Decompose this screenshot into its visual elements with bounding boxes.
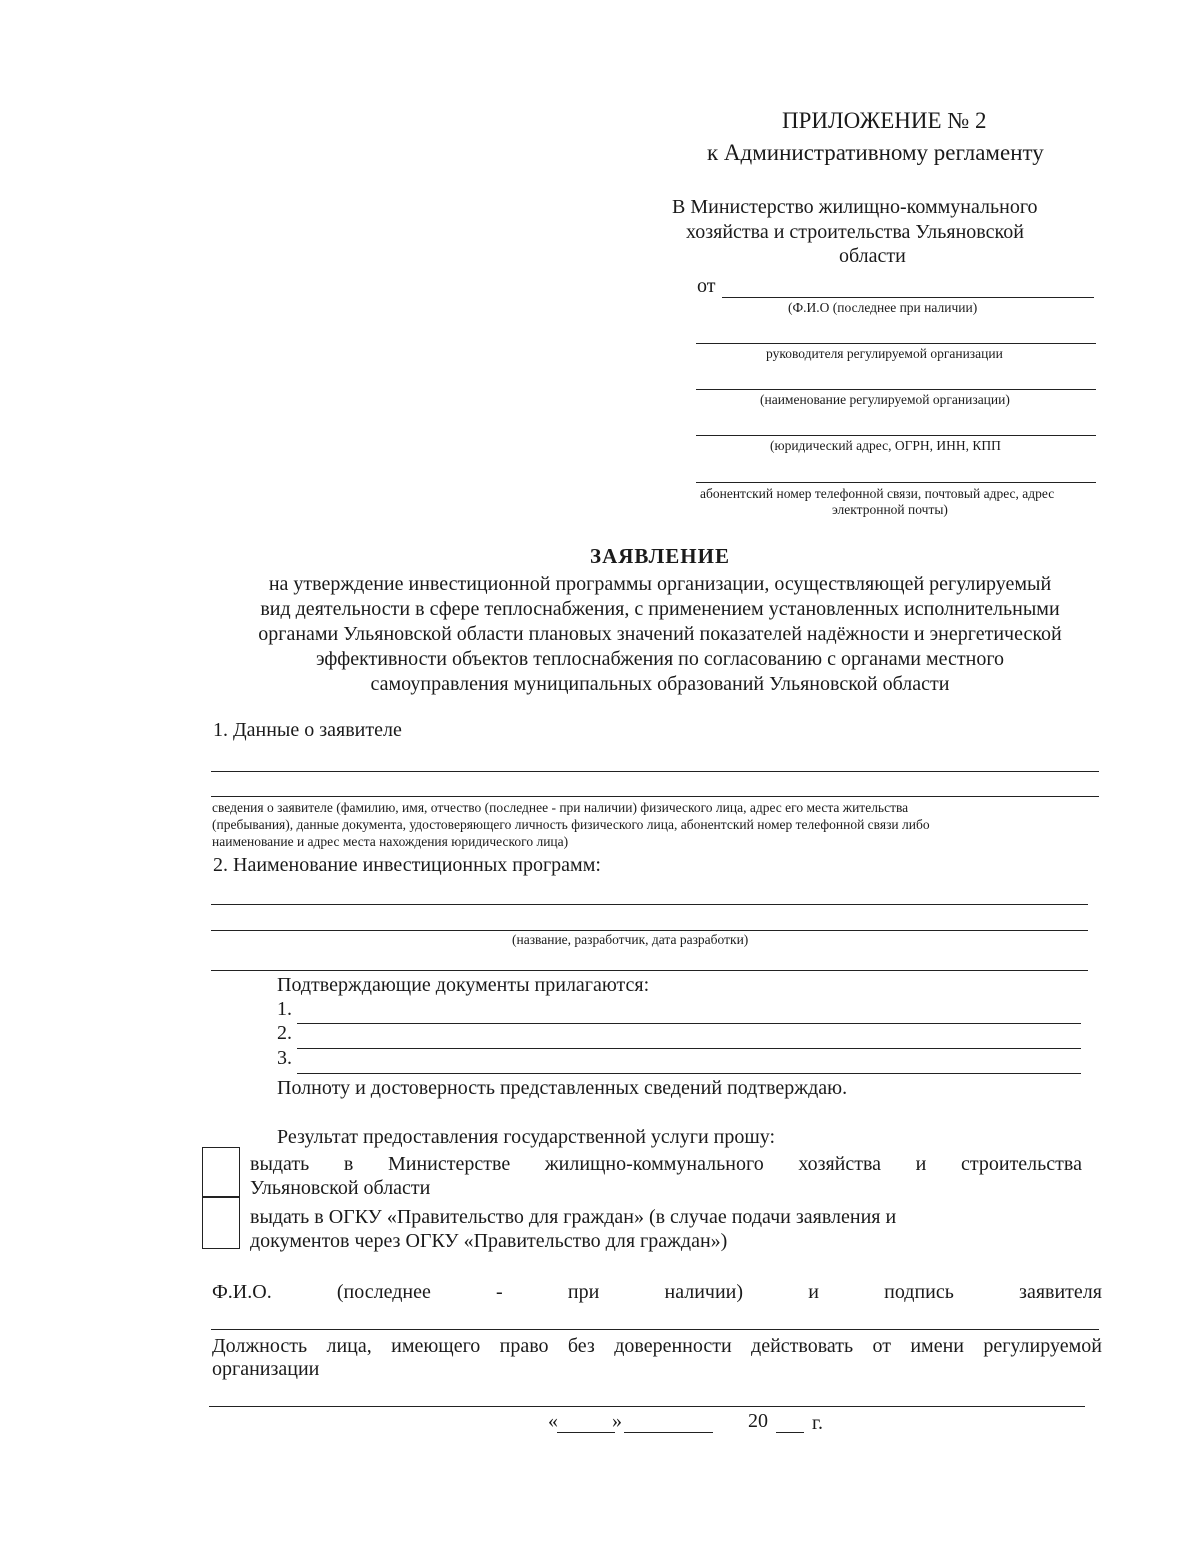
position-word: имени [910, 1335, 964, 1357]
addressee-line-3: области [839, 245, 906, 267]
caption-line: (пребывания), данные документа, удостоверяющего личность физического лица, абонентский номер телефонной связи либо [212, 817, 930, 832]
org-caption: (наименование регулируемой организации) [760, 392, 1010, 407]
applicant-field-line-1[interactable] [211, 771, 1099, 772]
statement-line: самоуправления муниципальных образований Ульяновской области [370, 673, 950, 695]
appendix-title: ПРИЛОЖЕНИЕ № 2 [782, 108, 987, 133]
addressee-line-2: хозяйства и строительства Ульяновской [686, 221, 1024, 243]
statement-title: ЗАЯВЛЕНИЕ [590, 544, 730, 568]
signature-word: (последнее [336, 1281, 431, 1303]
section1-label: 1. Данные о заявителе [213, 719, 402, 741]
contact-caption-2: электронной почты) [832, 502, 948, 517]
section2-caption: (название, разработчик, дата разработки) [512, 932, 749, 947]
option1-word: жилищно-коммунального [544, 1153, 764, 1175]
signature-word: Ф.И.О. [212, 1281, 272, 1303]
statement-line: эффективности объектов теплоснабжения по согласованию с органами местного [315, 648, 1005, 670]
option2-checkbox[interactable] [202, 1197, 240, 1249]
head-caption: руководителя регулируемой организации [766, 346, 1003, 361]
option1-word: в [343, 1153, 354, 1175]
position-word: Должность [212, 1335, 308, 1357]
documents-label: Подтверждающие документы прилагаются: [277, 974, 650, 996]
org-field-line[interactable] [696, 389, 1096, 390]
option1-line-1 [250, 1153, 1082, 1176]
position-word: право [499, 1335, 549, 1357]
statement-line: органами Ульяновской области плановых значений показателей надёжности и энергетической [258, 623, 1062, 645]
contact-field-line[interactable] [696, 482, 1096, 483]
position-label-line-2: организации [212, 1358, 320, 1380]
option1-word: Министерстве [387, 1153, 511, 1175]
applicant-field-line-2[interactable] [211, 796, 1099, 797]
date-close-quote: » [612, 1410, 622, 1432]
position-word: без [567, 1335, 595, 1357]
option1-word: выдать [250, 1153, 310, 1175]
legal-caption: (юридический адрес, ОГРН, ИНН, КПП [770, 438, 1001, 453]
position-word: доверенности [614, 1335, 732, 1357]
date-year-line[interactable] [776, 1432, 804, 1433]
position-label-line-1 [212, 1335, 1102, 1358]
document-item-2-line[interactable] [297, 1048, 1081, 1049]
contact-caption-1: абонентский номер телефонной связи, почтовый адрес, адрес [700, 486, 1055, 501]
signature-word: наличии) [664, 1281, 744, 1303]
document-item-3-number: 3. [277, 1047, 292, 1069]
document-item-3-line[interactable] [297, 1073, 1081, 1074]
from-label: от [697, 275, 716, 297]
position-word: от [872, 1335, 891, 1357]
caption-line: сведения о заявителе (фамилию, имя, отчество (последнее - при наличии) физического лица, адрес его места жительства [212, 800, 909, 815]
applicant-signature-line[interactable] [211, 1329, 1099, 1330]
date-month-line[interactable] [624, 1432, 713, 1433]
position-word: регулируемой [983, 1335, 1102, 1357]
addressee-line-1: В Министерство жилищно-коммунального [672, 196, 1038, 218]
section2-label: 2. Наименование инвестиционных программ: [213, 854, 601, 876]
fio-caption: (Ф.И.О (последнее при наличии) [788, 300, 978, 315]
program-field-line-1[interactable] [211, 904, 1088, 905]
head-field-line[interactable] [696, 343, 1096, 344]
date-year-prefix: 20 [748, 1410, 768, 1432]
fio-field-line[interactable] [722, 297, 1094, 298]
position-word: действовать [751, 1335, 854, 1357]
option1-word: строительства [961, 1153, 1082, 1175]
date-day-line[interactable] [557, 1432, 615, 1433]
caption-line: наименование и адрес места нахождения юридического лица) [212, 834, 569, 849]
statement-line: на утверждение инвестиционной программы организации, осуществляющей регулируемый [268, 573, 1052, 595]
option1-word: и [915, 1153, 927, 1175]
date-open-quote: « [548, 1410, 558, 1432]
section1-caption [212, 799, 1107, 850]
legal-field-line[interactable] [696, 435, 1096, 436]
confirm-statement: Полноту и достоверность представленных сведений подтверждаю. [277, 1077, 848, 1099]
checkbox-divider [239, 1147, 240, 1249]
result-label: Результат предоставления государственной услуги прошу: [277, 1126, 776, 1148]
signature-word: подпись [884, 1281, 954, 1303]
statement-line: вид деятельности в сфере теплоснабжения, с применением установленных исполнительными [260, 598, 1060, 620]
option1-checkbox[interactable] [202, 1147, 240, 1197]
statement-description [210, 572, 1110, 697]
program-field-line-3[interactable] [211, 970, 1088, 971]
appendix-subtitle: к Административному регламенту [707, 140, 1044, 165]
signature-word: - [496, 1281, 503, 1303]
applicant-signature-label [212, 1281, 1102, 1304]
option1-word: хозяйства [798, 1153, 882, 1175]
option2-line-1: выдать в ОГКУ «Правительство для граждан» (в случае подачи заявления и [250, 1206, 897, 1228]
position-word: лица, [326, 1335, 372, 1357]
position-field-line[interactable] [209, 1406, 1085, 1407]
option1-line-2: Ульяновской области [250, 1177, 431, 1199]
position-word: имеющего [391, 1335, 481, 1357]
document-item-1-number: 1. [277, 998, 292, 1020]
program-field-line-2[interactable] [211, 930, 1088, 931]
signature-word: при [567, 1281, 600, 1303]
date-year-suffix: г. [812, 1412, 823, 1434]
document-item-2-number: 2. [277, 1022, 292, 1044]
document-item-1-line[interactable] [297, 1023, 1081, 1024]
signature-word: и [808, 1281, 819, 1303]
signature-word: заявителя [1019, 1281, 1102, 1303]
option2-line-2: документов через ОГКУ «Правительство для граждан») [250, 1230, 728, 1252]
